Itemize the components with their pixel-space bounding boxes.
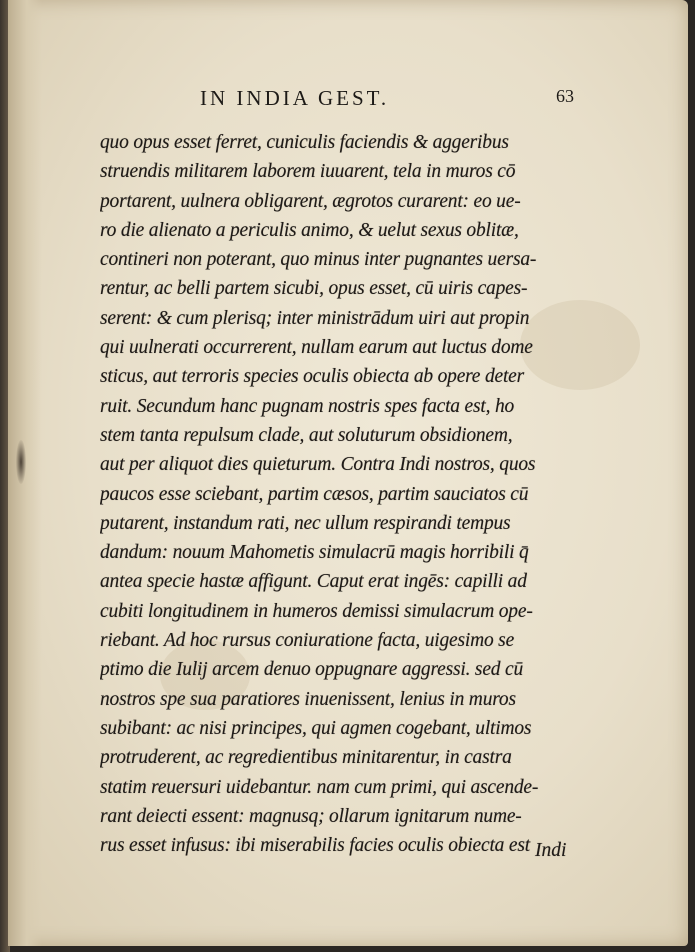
text-line: aut per aliquot dies quieturum. Contra Indi nostros, quos	[100, 454, 536, 476]
text-line: subibant: ac nisi principes, qui agmen cogebant, ultimos	[100, 717, 532, 739]
text-line: dandum: nouum Mahometis simulacrū magis horribili q̄	[100, 542, 529, 564]
text-line: rant deiecti essent: magnusq; ollarum ignitarum nume-	[100, 805, 522, 827]
text-line: struendis militarem laborem iuuarent, tela in muros cō	[100, 161, 516, 183]
text-line: ptimo die Iulij arcem denuo oppugnare aggressi. sed cū	[100, 659, 524, 681]
text-line: putarent, instandum rati, nec ullum respirandi tempus	[100, 512, 511, 534]
text-line: ruit. Secundum hanc pugnam nostris spes facta est, ho	[100, 395, 515, 417]
text-line: ro die alienato a periculis animo, & uelut sexus oblitæ,	[100, 219, 519, 241]
body-text	[100, 128, 580, 860]
text-line: portarent, uulnera obligarent, ægrotos curarent: eo ue-	[100, 190, 521, 212]
text-line: antea specie hastæ affigunt. Caput erat ingēs: capilli ad	[100, 571, 527, 593]
text-line: cubiti longitudinem in humeros demissi simulacrum ope-	[100, 600, 533, 622]
text-line: stem tanta repulsum clade, aut soluturum obsidionem,	[100, 424, 513, 446]
text-line: riebant. Ad hoc rursus coniuratione facta, uigesimo se	[100, 630, 515, 652]
text-line: contineri non poterant, quo minus inter pugnantes uersa-	[100, 249, 537, 271]
text-line: rus esset infusus: ibi miserabilis facies oculis obiecta est	[100, 835, 530, 857]
text-line: rentur, ac belli partem sicubi, opus esset, cū uiris capes-	[100, 278, 528, 300]
text-line: qui uulnerati occurrerent, nullam earum aut luctus dome	[100, 337, 533, 359]
running-head: IN INDIA GEST.	[200, 86, 390, 110]
text-line: statim reuersuri uidebantur. nam cum primi, qui ascende-	[100, 776, 539, 798]
text-line: protruderent, ac regredientibus minitarentur, in castra	[100, 747, 512, 769]
page-number: 63	[556, 86, 574, 106]
catchword: Indi	[535, 840, 567, 861]
text-line: serent: & cum plerisq; inter ministrādum uiri aut propin	[100, 307, 530, 329]
text-line: nostros spe sua paratiores inuenissent, lenius in muros	[100, 688, 516, 710]
text-line: sticus, aut terroris species oculis obiecta ab opere deter	[100, 366, 525, 388]
text-line: quo opus esset ferret, cuniculis faciendis & aggeribus	[100, 132, 509, 153]
text-line: paucos esse sciebant, partim cæsos, partim sauciatos cū	[100, 483, 529, 505]
binding-hole	[16, 440, 26, 484]
